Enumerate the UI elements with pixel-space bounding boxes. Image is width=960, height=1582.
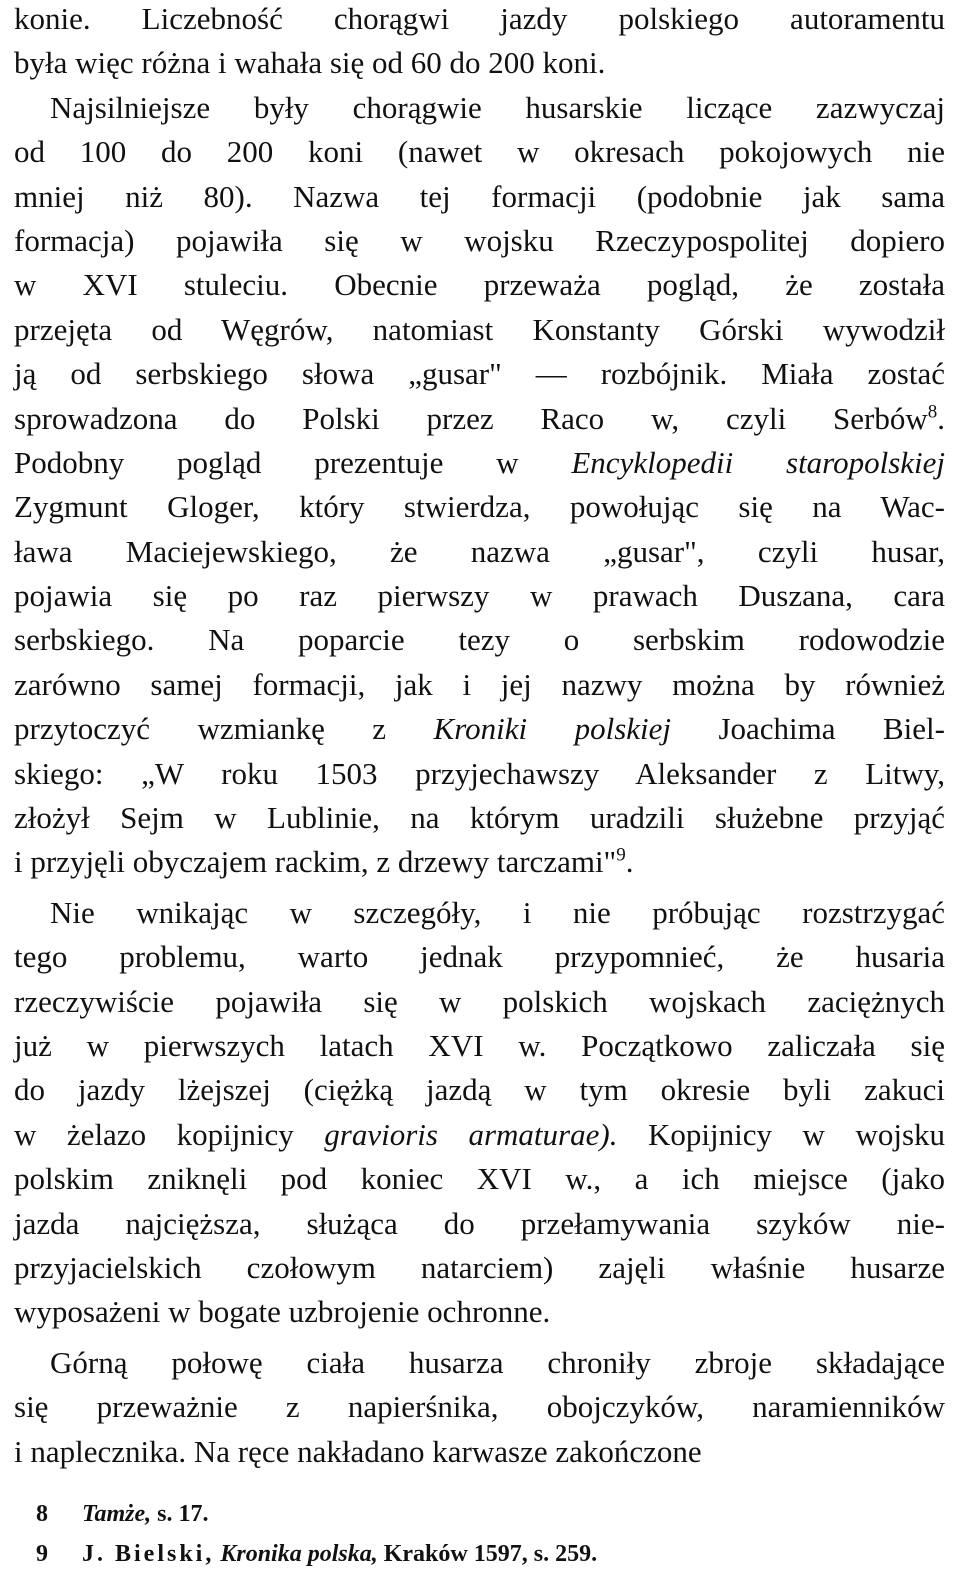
italic-title: Kroniki polskiej: [433, 711, 671, 747]
text-line: i naplecznika. Na ręce nakładano karwasze zakończone: [14, 1433, 702, 1469]
text-line: polskim zniknęli pod koniec XVI w., a ich miejsce (jako: [14, 1161, 945, 1197]
footnotes: [36, 1494, 597, 1574]
paragraph-1: [14, 0, 945, 885]
italic-title: Encyklopedii staropolskiej: [571, 444, 946, 480]
text-line: ława Maciejewskiego, że nazwa „gusar", czyli husar,: [14, 533, 945, 569]
footnote-text: s. 17.: [151, 1501, 209, 1527]
text-line: już w pierwszych latach XVI w. Początkowo zaliczała się: [14, 1027, 945, 1063]
text-span: sprowadzona do Polski przez Raco w, czyli Serbów: [14, 400, 928, 436]
text-line: Zygmunt Gloger, który stwierdza, powołując się na Wac-: [14, 489, 945, 525]
footnote-8: [36, 1494, 597, 1534]
text-line: była więc różna i wahała się od 60 do 200 koni.: [14, 45, 606, 81]
text-line: ją od serbskiego słowa „gusar" — rozbójnik. Miała zostać: [14, 356, 945, 392]
text-line: pojawia się po raz pierwszy w prawach Duszana, cara: [14, 578, 945, 614]
footnote-9: [36, 1534, 597, 1574]
text-line: w XVI stuleciu. Obecnie przeważa pogląd, że została: [14, 267, 945, 303]
paragraph-2: [14, 891, 945, 1335]
text-line: do jazdy lżejszej (ciężką jazdą w tym okresie byli zakuci: [14, 1072, 945, 1108]
footnote-text: Kraków 1597, s. 259.: [377, 1541, 598, 1567]
footnote-author: J. Bielski,: [82, 1541, 215, 1567]
text-line: Górną połowę ciała husarza chroniły zbroje składające: [50, 1344, 945, 1380]
text-span: Podobny pogląd prezentuje w: [14, 444, 519, 480]
text-line: przejęta od Węgrów, natomiast Konstanty Górski wywodził: [14, 311, 945, 347]
text-line: zarówno samej formacji, jak i jej nazwy można by również: [14, 666, 945, 702]
text-line: Nie wnikając w szczegóły, i nie próbując rozstrzygać: [50, 894, 945, 930]
text-span: w żelazo kopijnicy: [14, 1116, 294, 1152]
text-line: skiego: „W roku 1503 przyjechawszy Aleksander z Litwy,: [14, 755, 945, 791]
text-line: jazda najcięższa, służąca do przełamywania szyków nie-: [14, 1205, 945, 1241]
text-line: [14, 397, 945, 441]
text-line: formacja) pojawiła się w wojsku Rzeczypospolitej dopiero: [14, 222, 945, 258]
text-line: przyjacielskich czołowym natarciem) zajęli właśnie husarze: [14, 1249, 945, 1285]
footnote-ref-9[interactable]: 9: [616, 845, 626, 867]
text-line: konie. Liczebność chorągwi jazdy polskiego autoramentu: [14, 1, 945, 36]
paragraph-3: [14, 1341, 945, 1474]
text-span: Joachima Biel-: [718, 711, 945, 747]
text-line: wyposażeni w bogate uzbrojenie ochronne.: [14, 1294, 551, 1330]
text-span: i przyjęli obyczajem rackim, z drzewy tarczami": [14, 844, 617, 880]
text-line: tego problemu, warto jednak przypomnieć, że husaria: [14, 939, 945, 975]
footnote-number: 8: [36, 1501, 48, 1527]
text-span: .: [937, 400, 945, 436]
text-line: [14, 441, 945, 485]
footnote-italic: Kronika polska,: [220, 1541, 378, 1567]
document-page: [14, 0, 945, 1474]
text-line: mniej niż 80). Nazwa tej formacji (podobnie jak sama: [14, 178, 945, 214]
text-line: rzeczywiście pojawiła się w polskich wojskach zaciężnych: [14, 983, 945, 1019]
text-line: serbskiego. Na poparcie tezy o serbskim rodowodzie: [14, 622, 945, 658]
text-span: .: [625, 844, 634, 880]
text-line: Najsilniejsze były chorągwie husarskie liczące zazwyczaj: [50, 89, 945, 125]
text-line: od 100 do 200 koni (nawet w okresach pokojowych nie: [14, 134, 945, 170]
text-line: [14, 707, 945, 751]
footnote-number: 9: [36, 1541, 48, 1567]
text-line: się przeważnie z napierśnika, obojczyków, naramienników: [14, 1389, 945, 1425]
text-line: [14, 1113, 945, 1157]
text-span: Kopijnicy w wojsku: [648, 1116, 946, 1152]
footnote-ref-8[interactable]: 8: [927, 401, 938, 423]
text-line: złożył Sejm w Lublinie, na którym uradzili służebne przyjąć: [14, 800, 945, 836]
footnote-italic: Tamże,: [82, 1501, 152, 1527]
italic-phrase: gravioris armaturae).: [324, 1116, 618, 1152]
text-span: przytoczyć wzmiankę z: [14, 711, 387, 747]
text-line: [14, 840, 945, 884]
